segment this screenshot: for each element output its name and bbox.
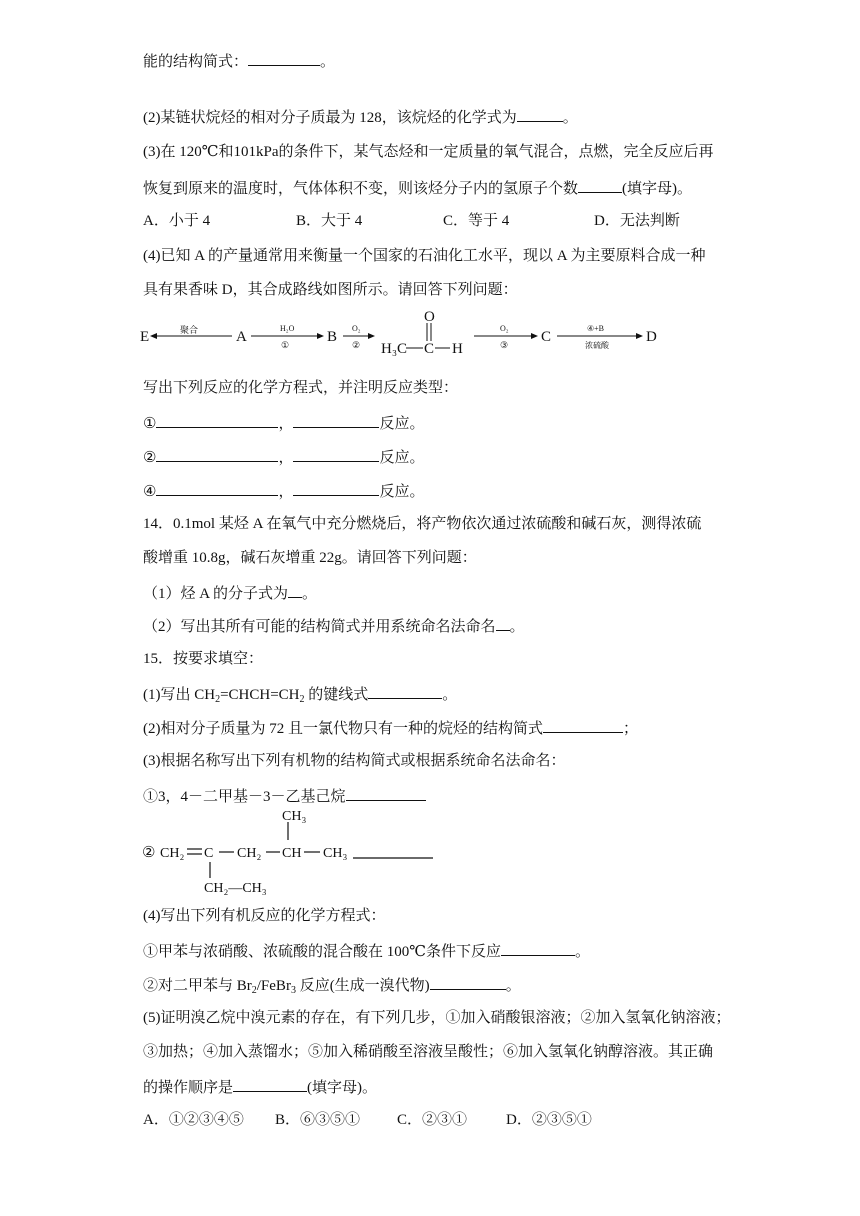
- q15-3-1: [143, 785, 426, 807]
- fragment-line: [143, 50, 335, 72]
- arrow1-top: H₂O: [280, 324, 295, 333]
- reaction-line-2: [143, 446, 424, 468]
- equation-blank[interactable]: [156, 412, 278, 428]
- arrow2-top: O₂: [352, 324, 361, 333]
- q13-4-instruction: 写出下列反应的化学方程式，并注明反应类型：: [143, 380, 459, 396]
- question-text: 的操作顺序是: [143, 1080, 234, 1096]
- question-text: (2)某链状烷烃的相对分子质最为 128，该烷烃的化学式为: [143, 110, 517, 126]
- answer-blank[interactable]: [430, 974, 506, 990]
- text: 能的结构简式：: [143, 54, 249, 70]
- question-text: ①甲苯与浓硝酸、浓硫酸的混合酸在 100℃条件下反应: [143, 944, 502, 960]
- circled-number: ①: [143, 416, 157, 432]
- answer-blank[interactable]: [501, 940, 575, 956]
- compound-e: E: [140, 329, 150, 345]
- group-ch: CH: [282, 846, 302, 861]
- q13-4-line2: 具有果香味 D，其合成路线如图所示。请回答下列问题：: [143, 282, 518, 298]
- question-text: ①3，4－二甲基－3－乙基己烷: [143, 789, 346, 805]
- arrow4-top: ④+B: [587, 324, 605, 333]
- ethyl-bottom: CH₂—CH₃: [204, 881, 267, 896]
- text: (填字母)。: [307, 1080, 378, 1096]
- answer-blank[interactable]: [368, 683, 442, 699]
- arrow4-bottom: 浓硫酸: [585, 341, 609, 350]
- q14-2: [143, 615, 525, 637]
- q15-5-line1: (5)证明溴乙烷中溴元素的存在，有下列几步，①加入硝酸银溶液；②加入氢氧化钠溶液；: [143, 1010, 731, 1026]
- q15-5-line3: [143, 1076, 377, 1098]
- compound-c: C: [541, 329, 552, 345]
- subscript: 2: [215, 694, 221, 705]
- option-c[interactable]: C．②③①: [397, 1112, 468, 1128]
- text: ，: [278, 484, 294, 500]
- text: 反应。: [379, 450, 425, 466]
- arrow2-bottom: ②: [352, 340, 361, 350]
- compound-b: B: [327, 329, 338, 345]
- text: ，: [278, 416, 294, 432]
- reaction-line-4: [143, 480, 424, 502]
- acetaldehyde-o: O: [424, 309, 435, 325]
- text: 。: [442, 687, 458, 703]
- q15-4-1: [143, 940, 590, 962]
- answer-blank[interactable]: [346, 785, 426, 801]
- compound-a: A: [236, 329, 247, 345]
- question-text: （2）写出其所有可能的结构简式并用系统命名法命名: [143, 619, 496, 635]
- text: 。: [575, 944, 591, 960]
- equation-blank[interactable]: [156, 446, 278, 462]
- q15-2: [143, 717, 638, 739]
- text: 。: [505, 978, 521, 994]
- q15-4-2: [143, 974, 521, 996]
- q15-4: (4)写出下列有机反应的化学方程式：: [143, 908, 386, 924]
- answer-blank[interactable]: [288, 582, 302, 598]
- option-b[interactable]: B．大于 4: [296, 213, 363, 229]
- q15-heading: 15．按要求填空：: [143, 651, 264, 667]
- group-c: C: [204, 846, 214, 861]
- q14-line2: 酸增重 10.8g，碱石灰增重 22g。请回答下列问题：: [143, 550, 477, 566]
- arrow3-bottom: ③: [500, 340, 509, 350]
- acetaldehyde-h3c: H₃C: [381, 341, 408, 357]
- reaction-line-1: [143, 412, 424, 434]
- text: 反应。: [379, 484, 425, 500]
- structural-formula: [140, 808, 440, 900]
- text: 。: [509, 619, 525, 635]
- q15-1: [143, 683, 457, 705]
- subscript: 2: [251, 985, 257, 996]
- option-b[interactable]: B．⑥③⑤①: [275, 1112, 361, 1128]
- q13-4-line1: (4)已知 A 的产量通常用来衡量一个国家的石油化工水平，现以 A 为主要原料合成一种: [143, 248, 706, 264]
- acetaldehyde-h: H: [452, 341, 463, 357]
- acetaldehyde-c: C: [424, 341, 435, 357]
- option-a[interactable]: A．①②③④⑤: [143, 1112, 244, 1128]
- group-ch2: CH₂: [160, 846, 185, 861]
- text: (填字母)。: [622, 181, 693, 197]
- reaction-type-blank[interactable]: [293, 480, 379, 496]
- q14-1: [143, 582, 317, 604]
- q13-2: [143, 106, 578, 128]
- q13-3-line1: (3)在 120℃和101kPa的条件下，某气态烃和一定质量的氧气混合，点燃，完全反应后再: [143, 144, 714, 160]
- question-text: (2)相对分子质量为 72 且一氯代物只有一种的烷烃的结构简式: [143, 721, 543, 737]
- text: ；: [623, 721, 639, 737]
- text: 的键线式: [304, 687, 369, 703]
- text: =CHCH=CH: [220, 687, 300, 703]
- answer-blank[interactable]: [578, 177, 622, 193]
- reaction-type-blank[interactable]: [293, 412, 379, 428]
- text: 。: [320, 54, 336, 70]
- circled-2: ②: [142, 845, 156, 861]
- text: 。: [562, 110, 578, 126]
- text: 反应。: [379, 416, 425, 432]
- q13-3-line2: [143, 177, 692, 199]
- methyl-top: CH₃: [282, 809, 307, 824]
- option-d[interactable]: D．无法判断: [594, 213, 680, 229]
- answer-blank[interactable]: [543, 717, 623, 733]
- option-d[interactable]: D．②③⑤①: [506, 1112, 592, 1128]
- q15-5-line2: ③加热；④加入蒸馏水；⑤加入稀硝酸至溶液呈酸性；⑥加入氢氧化钠醇溶液。其正确: [143, 1044, 714, 1060]
- subscript: 3: [290, 985, 296, 996]
- equation-blank[interactable]: [156, 480, 278, 496]
- arrow3-top: O₂: [500, 324, 509, 333]
- compound-d: D: [646, 329, 657, 345]
- text: ②对二甲苯与 Br: [143, 978, 252, 994]
- text: 。: [302, 586, 318, 602]
- text: /FeBr: [256, 978, 291, 994]
- subscript: 2: [299, 694, 305, 705]
- circled-number: ④: [143, 484, 157, 500]
- question-text: 恢复到原来的温度时，气体体积不变，则该烃分子内的氢原子个数: [143, 181, 579, 197]
- text: (1)写出 CH: [143, 687, 216, 703]
- answer-blank[interactable]: [517, 106, 563, 122]
- text: 反应(生成一溴代物): [295, 978, 430, 994]
- q15-3: (3)根据名称写出下列有机物的结构简式或根据系统命名法命名：: [143, 753, 566, 769]
- answer-blank[interactable]: [248, 50, 320, 66]
- question-text: （1）烃 A 的分子式为: [143, 586, 289, 602]
- circled-number: ②: [143, 450, 157, 466]
- arrow-label-polymer: 聚合: [180, 325, 199, 335]
- group-ch2b: CH₂: [237, 846, 262, 861]
- reaction-type-blank[interactable]: [293, 446, 379, 462]
- answer-blank[interactable]: [496, 615, 510, 631]
- option-a[interactable]: A．小于 4: [143, 213, 211, 229]
- q14-line1: 14．0.1mol 某烃 A 在氧气中充分燃烧后，将产物依次通过浓硫酸和碱石灰，测得浓硫: [143, 516, 702, 532]
- text: ，: [278, 450, 294, 466]
- synthesis-scheme: [140, 308, 680, 364]
- answer-blank[interactable]: [233, 1076, 307, 1092]
- option-c[interactable]: C．等于 4: [443, 213, 510, 229]
- group-ch3: CH₃: [323, 846, 348, 861]
- arrow1-bottom: ①: [281, 340, 290, 350]
